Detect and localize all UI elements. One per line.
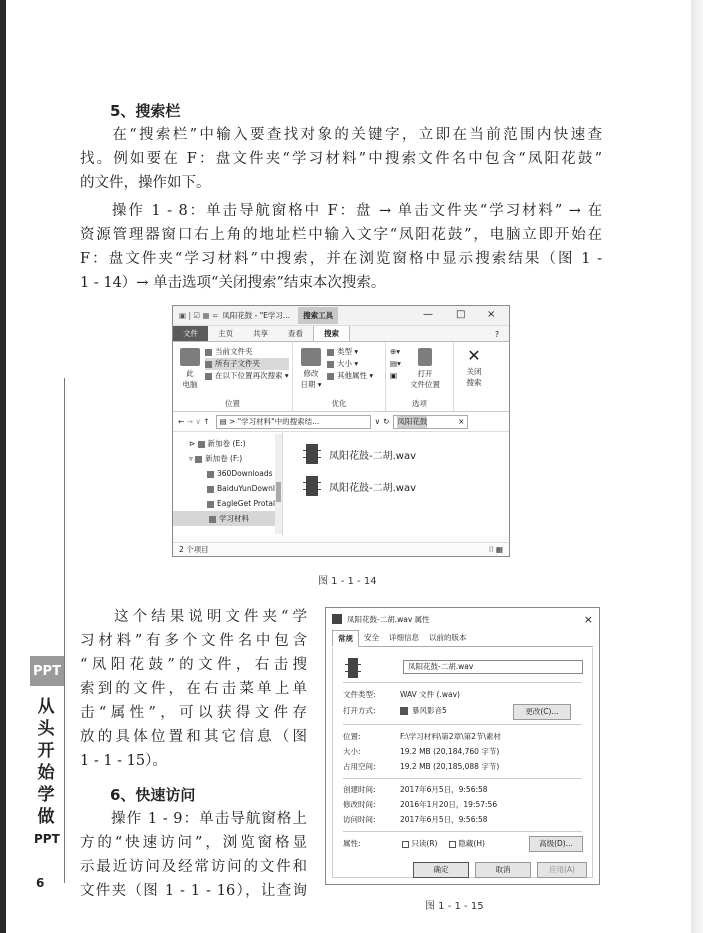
title-char: 始 — [37, 763, 55, 783]
label: 访问时间: — [343, 815, 376, 824]
drive-icon — [195, 456, 202, 463]
file-icon — [332, 614, 342, 624]
video-file-icon — [303, 444, 321, 464]
label: 修改时间: — [343, 800, 376, 809]
paragraph-line: F：盘文件夹“学习材料”中搜索，并在浏览窗格中显示搜索结果（图 1 - — [80, 251, 602, 267]
folder-icon — [207, 486, 214, 493]
folder-icon — [207, 471, 214, 478]
tab-general[interactable]: 常规 — [332, 630, 359, 647]
nav-item-folder[interactable] — [189, 481, 282, 496]
label: 类型 ▾ — [337, 347, 359, 356]
this-pc-label: 此 — [186, 369, 194, 378]
label: 隐藏(H) — [458, 839, 485, 848]
nav-item-drive-e[interactable]: ⊳ 新加卷 (E:) — [189, 439, 246, 448]
size-row — [343, 745, 499, 759]
address-input[interactable]: ▤ > "学习材料"中的搜索结... — [216, 415, 371, 429]
paragraph-line: 方的“快速访问”，浏览窗格显 — [80, 835, 307, 851]
close-icon[interactable]: × — [583, 612, 593, 626]
label: EagleGet Protal — [217, 499, 276, 508]
margin-rule — [64, 378, 65, 883]
dialog-title: 凤阳花鼓-二胡.wav 属性 — [347, 614, 430, 624]
paragraph-line: 1 - 1 - 15）。 — [80, 753, 167, 769]
this-pc-label: 电脑 — [182, 380, 198, 389]
forward-icon[interactable]: → — [186, 417, 193, 426]
search-again-button[interactable] — [205, 370, 289, 382]
opens-with-row — [343, 704, 447, 718]
label: 大小 ▾ — [337, 359, 359, 368]
general-panel — [332, 648, 593, 878]
label: 打开方式: — [343, 706, 376, 715]
paragraph-line — [80, 124, 602, 148]
ribbon-group-location — [173, 342, 293, 411]
paragraph-line — [80, 200, 602, 224]
label: 其他属性 ▾ — [337, 371, 374, 380]
close-search-button[interactable] — [454, 342, 494, 411]
tab-home[interactable]: 主页 — [218, 329, 233, 338]
paragraph-line: 1 - 14）→ 单击选项“关闭搜索”结束本次搜索。 — [80, 275, 386, 291]
clear-search-icon[interactable]: × — [458, 416, 465, 426]
save-search-button[interactable]: ▣ — [390, 371, 398, 380]
label: 搜索 — [466, 378, 482, 387]
title-char: PPT — [34, 832, 60, 846]
address-dropdown-icon[interactable]: ∨ — [374, 417, 381, 426]
help-icon[interactable]: ? — [495, 330, 499, 339]
close-search-icon: ✕ — [467, 346, 481, 365]
paragraph-line — [80, 606, 307, 630]
label: 360Downloads — [217, 469, 273, 478]
checkbox-box — [402, 841, 409, 848]
all-subfolders-button[interactable] — [205, 358, 289, 370]
paragraph-line: 资源管理器窗口右上角的地址栏中输入文字“凤阳花鼓”，电脑立即开始在 — [80, 227, 602, 243]
label: 文件类型: — [343, 690, 376, 699]
modified-row — [343, 798, 497, 812]
search-input[interactable] — [393, 415, 468, 429]
folder-icon — [207, 501, 214, 508]
paragraph-line: 击“属性”，可以获得文件存 — [80, 705, 307, 721]
open-file-location-button[interactable] — [410, 348, 440, 390]
readonly-checkbox[interactable] — [402, 839, 437, 848]
search-tools-tab[interactable]: 搜索工具 — [298, 307, 338, 324]
recent-locations-icon[interactable]: ∨ — [195, 417, 201, 426]
item-count: 2 个项目 — [179, 545, 209, 554]
result-filename: 凤阳花鼓-二胡.wav — [329, 450, 417, 462]
nav-item-study-materials[interactable] — [173, 511, 282, 526]
text: 这个结果说明文件夹“学 — [110, 609, 307, 625]
label: 大小: — [343, 747, 361, 756]
nav-scrollbar[interactable] — [275, 434, 282, 534]
label: BaiduYunDownl — [217, 484, 275, 493]
label: 创建时间: — [343, 785, 376, 794]
nav-item-folder[interactable] — [189, 496, 282, 511]
label: 新加卷 (E:) — [207, 439, 246, 448]
dialog-tabs — [332, 630, 593, 647]
address-bar-row — [173, 412, 509, 432]
maximize-icon[interactable]: □ — [456, 309, 466, 320]
label: 所有子文件夹 — [215, 359, 260, 368]
computer-icon — [180, 348, 200, 366]
advanced-options-button[interactable]: ▤▾ — [390, 359, 401, 368]
book-title-vertical — [34, 696, 58, 850]
title-char: 头 — [37, 719, 55, 739]
value: 暴风影音5 — [412, 706, 447, 715]
navigation-pane — [173, 432, 283, 536]
divider — [343, 724, 582, 725]
checkbox-box — [449, 841, 456, 848]
kind-button[interactable] — [327, 346, 373, 358]
value: 19.2 MB (20,184,760 字节) — [400, 747, 500, 756]
value: 2017年6月5日，9:56:58 — [400, 785, 488, 794]
hidden-checkbox[interactable] — [449, 839, 485, 848]
back-icon[interactable]: ← — [178, 417, 185, 426]
file-type-row — [343, 688, 460, 702]
section-heading-quick-access: 6、快速访问 — [110, 786, 196, 804]
divider — [343, 778, 582, 779]
accessed-row — [343, 813, 488, 827]
label: 在以下位置再次搜索 ▾ — [215, 371, 289, 380]
title-char: 做 — [37, 807, 55, 827]
folder-icon — [209, 516, 216, 523]
advanced-button[interactable]: 高级(D)... — [529, 836, 583, 852]
figure-caption: 图 1 - 1 - 15 — [425, 901, 484, 912]
tab-view[interactable]: 查看 — [288, 329, 303, 338]
divider — [343, 831, 582, 832]
media-player-icon — [400, 707, 408, 715]
other-properties-button[interactable] — [327, 370, 373, 382]
location-row — [343, 730, 501, 744]
label: 日期 ▾ — [300, 380, 322, 389]
value: 2017年6月5日，9:56:58 — [400, 815, 488, 824]
minimize-icon[interactable]: — — [423, 309, 433, 320]
divider — [343, 682, 582, 683]
label: 学习材料 — [219, 514, 249, 523]
paragraph-line: 索到的文件，在右击菜单上单 — [80, 681, 307, 697]
window-title: 凤阳花鼓 - "E学习... — [222, 311, 291, 320]
current-folder-button[interactable] — [205, 346, 289, 358]
explorer-body — [173, 432, 509, 536]
value: 2016年1月20日，19:57:56 — [400, 800, 498, 809]
properties-icon — [327, 373, 334, 380]
label: 位置: — [343, 732, 361, 741]
value: WAV 文件 (.wav) — [400, 690, 460, 699]
group-label: 位置 — [225, 399, 240, 408]
dialog-titlebar — [326, 608, 599, 630]
value: F:\学习材料\第2章\第2节\素材 — [400, 732, 501, 741]
section-heading-search-bar: 5、搜索栏 — [110, 102, 181, 120]
label: 打开 — [417, 369, 433, 378]
left-binding-rail — [0, 0, 6, 933]
tab-file[interactable]: 文件 — [173, 326, 208, 341]
explorer-screenshot — [172, 305, 510, 557]
label: 关闭 — [466, 367, 482, 376]
properties-dialog-screenshot — [325, 607, 600, 885]
label: 只读(R) — [411, 839, 438, 848]
paragraph-line: 文件夹（图 1 - 1 - 16），让查询 — [80, 883, 307, 899]
label: 占用空间: — [343, 762, 376, 771]
nav-item-folder[interactable] — [189, 466, 282, 481]
label: 文件位置 — [410, 380, 440, 389]
drive-icon — [198, 441, 205, 448]
ribbon — [173, 342, 509, 412]
cancel-button[interactable]: 取消 — [475, 862, 531, 878]
status-bar — [173, 542, 509, 556]
search-value: 凤阳花鼓 — [397, 416, 428, 426]
tab-previous-versions[interactable]: 以前的版本 — [429, 633, 467, 642]
view-toggle-icons[interactable]: ⁝⁝ ▦ — [488, 545, 503, 554]
refresh-icon[interactable]: ↻ — [383, 417, 390, 426]
right-page-edge — [691, 0, 703, 933]
recent-searches-button[interactable]: ⊕▾ — [390, 347, 401, 356]
nav-item-drive-f[interactable]: ▿ 新加卷 (F:) — [189, 454, 243, 463]
title-char: 学 — [37, 785, 55, 805]
result-item[interactable] — [303, 474, 416, 498]
figure-caption: 图 1 - 1 - 14 — [318, 576, 377, 587]
date-modified-button[interactable] — [299, 348, 323, 390]
label: 属性: — [343, 839, 361, 848]
paragraph-line: 示最近访问及经常访问的文件和 — [80, 859, 307, 875]
title-char: 从 — [37, 697, 55, 717]
calendar-icon — [301, 348, 321, 366]
size-button[interactable] — [327, 358, 373, 370]
close-icon[interactable]: × — [487, 309, 496, 320]
label: 修改 — [303, 369, 319, 378]
text: 在“搜索栏”中输入要查找对象的关键字，立即在当前范围内快速查 — [110, 127, 602, 143]
ribbon-tabs — [173, 326, 509, 342]
folder-icon — [205, 361, 212, 368]
this-pc-button[interactable] — [179, 348, 201, 390]
change-button[interactable]: 更改(C)... — [513, 704, 571, 720]
text: 操作 1 - 9：单击导航窗格上 — [110, 811, 307, 827]
ribbon-group-refine — [293, 342, 386, 411]
filename-input[interactable]: 凤阳花鼓-二胡.wav — [403, 660, 583, 674]
paragraph-line: 习材料”有多个文件名中包含 — [80, 633, 307, 649]
created-row — [343, 783, 488, 797]
value: 19.2 MB (20,185,088 字节) — [400, 762, 500, 771]
page-number: 6 — [36, 876, 45, 890]
up-icon[interactable]: ↑ — [203, 417, 210, 426]
tab-share[interactable]: 共享 — [253, 329, 268, 338]
result-filename: 凤阳花鼓-二胡.wav — [329, 482, 417, 494]
result-item[interactable] — [303, 442, 416, 466]
search-icon — [205, 373, 212, 380]
label: 当前文件夹 — [215, 347, 253, 356]
size-icon — [327, 361, 334, 368]
text: 操作 1 - 8：单击导航窗格中 F：盘 → 单击文件夹“学习材料” → 在 — [110, 203, 602, 219]
size-on-disk-row — [343, 760, 499, 774]
paragraph-line: 放的具体位置和其它信息（图 — [80, 729, 307, 745]
ribbon-group-options — [386, 342, 454, 411]
apply-button[interactable]: 应用(A) — [537, 862, 587, 878]
up-arrow-icon — [418, 348, 432, 366]
ppt-badge: PPT — [30, 656, 64, 686]
group-label: 选项 — [412, 399, 427, 408]
label: 新加卷 (F:) — [205, 454, 243, 463]
paragraph-line: 的文件，操作如下。 — [80, 175, 211, 191]
ok-button[interactable]: 确定 — [413, 862, 469, 878]
tab-security[interactable]: 安全 — [364, 633, 379, 642]
title-char: 开 — [37, 741, 55, 761]
kind-icon — [327, 349, 334, 356]
group-label: 优化 — [331, 399, 347, 408]
video-file-icon — [303, 476, 321, 496]
tab-details[interactable]: 详细信息 — [389, 633, 419, 642]
paragraph-line — [80, 808, 307, 832]
attributes-row — [343, 837, 485, 851]
paragraph-line: “凤阳花鼓”的文件，右击搜 — [80, 657, 307, 673]
explorer-titlebar — [173, 306, 509, 326]
paragraph-line: 找。例如要在 F：盘文件夹“学习材料”中搜索文件名中包含“凤阳花鼓” — [80, 151, 602, 167]
video-file-icon — [345, 658, 361, 678]
quick-access-toolbar[interactable]: ▣ | ☑ ▦ = — [179, 311, 219, 320]
tab-search[interactable]: 搜索 — [313, 325, 350, 341]
folder-icon — [205, 349, 212, 356]
